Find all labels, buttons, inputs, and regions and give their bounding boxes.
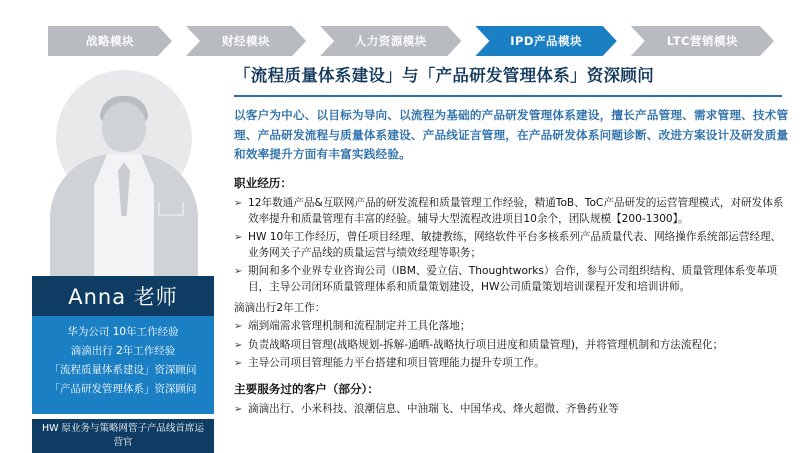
arrow-bullet-icon: ➢ bbox=[234, 265, 243, 277]
arrow-bullet-icon: ➢ bbox=[234, 358, 243, 369]
list-item bbox=[234, 401, 790, 419]
arrow-bullet-icon: ➢ bbox=[234, 321, 243, 332]
module-nav bbox=[48, 22, 788, 60]
page-title: 「流程质量体系建设」与「产品研发管理体系」资深顾问 bbox=[234, 66, 654, 85]
nav-item-hr[interactable] bbox=[320, 26, 461, 56]
nav-item-label: IPD产品模块 bbox=[510, 34, 582, 48]
content-panel bbox=[234, 62, 790, 436]
nav-item-finance[interactable] bbox=[186, 26, 306, 56]
clients-text: 滴滴出行、小米科技、浪潮信息、中油瑞飞、中国华戎、烽火超微、齐鲁药业等 bbox=[248, 402, 619, 415]
credential-item: 滴滴出行 2年工作经验 bbox=[70, 345, 176, 357]
nav-item-label: LTC营销模块 bbox=[666, 34, 738, 48]
nav-item-label: 财经模块 bbox=[222, 34, 271, 48]
arrow-bullet-icon: ➢ bbox=[234, 403, 243, 415]
avatar-head bbox=[102, 102, 146, 152]
person-avatar-icon bbox=[32, 62, 216, 276]
title-divider bbox=[234, 95, 782, 97]
arrow-bullet-icon: ➢ bbox=[234, 231, 243, 243]
nav-item-strategy[interactable] bbox=[48, 26, 172, 56]
didi-heading: 滴滴出行2年工作： bbox=[234, 301, 326, 314]
list-item-text: 负责战略项目管理(战略规划-拆解-通晒-战略执行项目进度和质量管理)，并将管理机制和方法流程化； bbox=[248, 338, 724, 351]
list-item bbox=[234, 263, 790, 296]
avatar-pocket bbox=[158, 202, 184, 216]
nav-item-ltc[interactable] bbox=[631, 26, 774, 56]
experience-heading: 职业经历： bbox=[234, 175, 292, 190]
list-item bbox=[234, 355, 790, 373]
list-item bbox=[234, 229, 790, 262]
list-item-text: 主导公司项目管理能力平台搭建和项目管理能力提升专项工作。 bbox=[248, 357, 545, 369]
profile-name: Anna 老师 bbox=[68, 285, 178, 309]
arrow-bullet-icon: ➢ bbox=[234, 339, 243, 351]
intro-paragraph: 以客户为中心、以目标为导向、以流程为基础的产品研发管理体系建设，擅长产品管理、需求管理、技术管理、产品研发流程与质量体系建设、产品线证言管理，在产品研发体系问题诊断、改进方案设计及研发质量和效率提升方面有丰富实践经验。 bbox=[234, 108, 789, 161]
credential-item: 「产品研发管理体系」资深顾问 bbox=[49, 383, 197, 395]
nav-item-ipd[interactable] bbox=[475, 26, 616, 56]
profile-role: HW 原业务与策略网管子产品线首席运营官 bbox=[32, 419, 214, 453]
profile-credentials bbox=[32, 316, 214, 414]
list-item bbox=[234, 195, 790, 228]
profile-name-bar bbox=[32, 276, 214, 316]
clients-heading: 主要服务过的客户（部分）： bbox=[234, 381, 379, 396]
list-item bbox=[234, 337, 790, 355]
list-item bbox=[234, 318, 790, 336]
nav-item-label: 战略模块 bbox=[85, 34, 134, 48]
list-item-text: HW 10年工作经历，曾任项目经理、敏捷教练，网络软件平台多核系列产品质量代表、网络操作系统部运营经理、业务网关子产品线的质量运营与绩效经理等职务； bbox=[248, 230, 782, 259]
list-item-text: 端到端需求管理机制和流程制定并工具化落地； bbox=[248, 320, 471, 332]
profile-panel bbox=[18, 62, 228, 448]
nav-item-label: 人力资源模块 bbox=[354, 34, 427, 48]
credential-item: 华为公司 10年工作经验 bbox=[67, 326, 179, 338]
list-item-text: 期间和多个业界专业咨询公司（IBM、爱立信、Thoughtworks）合作，参与公司组织结构、质量管理体系变革项目，主导公司闭环质量管理体系和质量策划建设，HW公司质量策划培训课程开发和培训讲师。 bbox=[248, 264, 778, 293]
arrow-bullet-icon: ➢ bbox=[234, 197, 243, 209]
credential-item: 「流程质量体系建设」资深顾问 bbox=[49, 364, 197, 376]
list-item-text: 12年数通产品&互联网产品的研发流程和质量管理工作经验，精通ToB、ToC产品研发的运营管理模式，对研发体系效率提升和质量管理有丰富的经验。辅导大型流程改进项目10余个，团队规模【200-1300】。 bbox=[248, 196, 784, 225]
